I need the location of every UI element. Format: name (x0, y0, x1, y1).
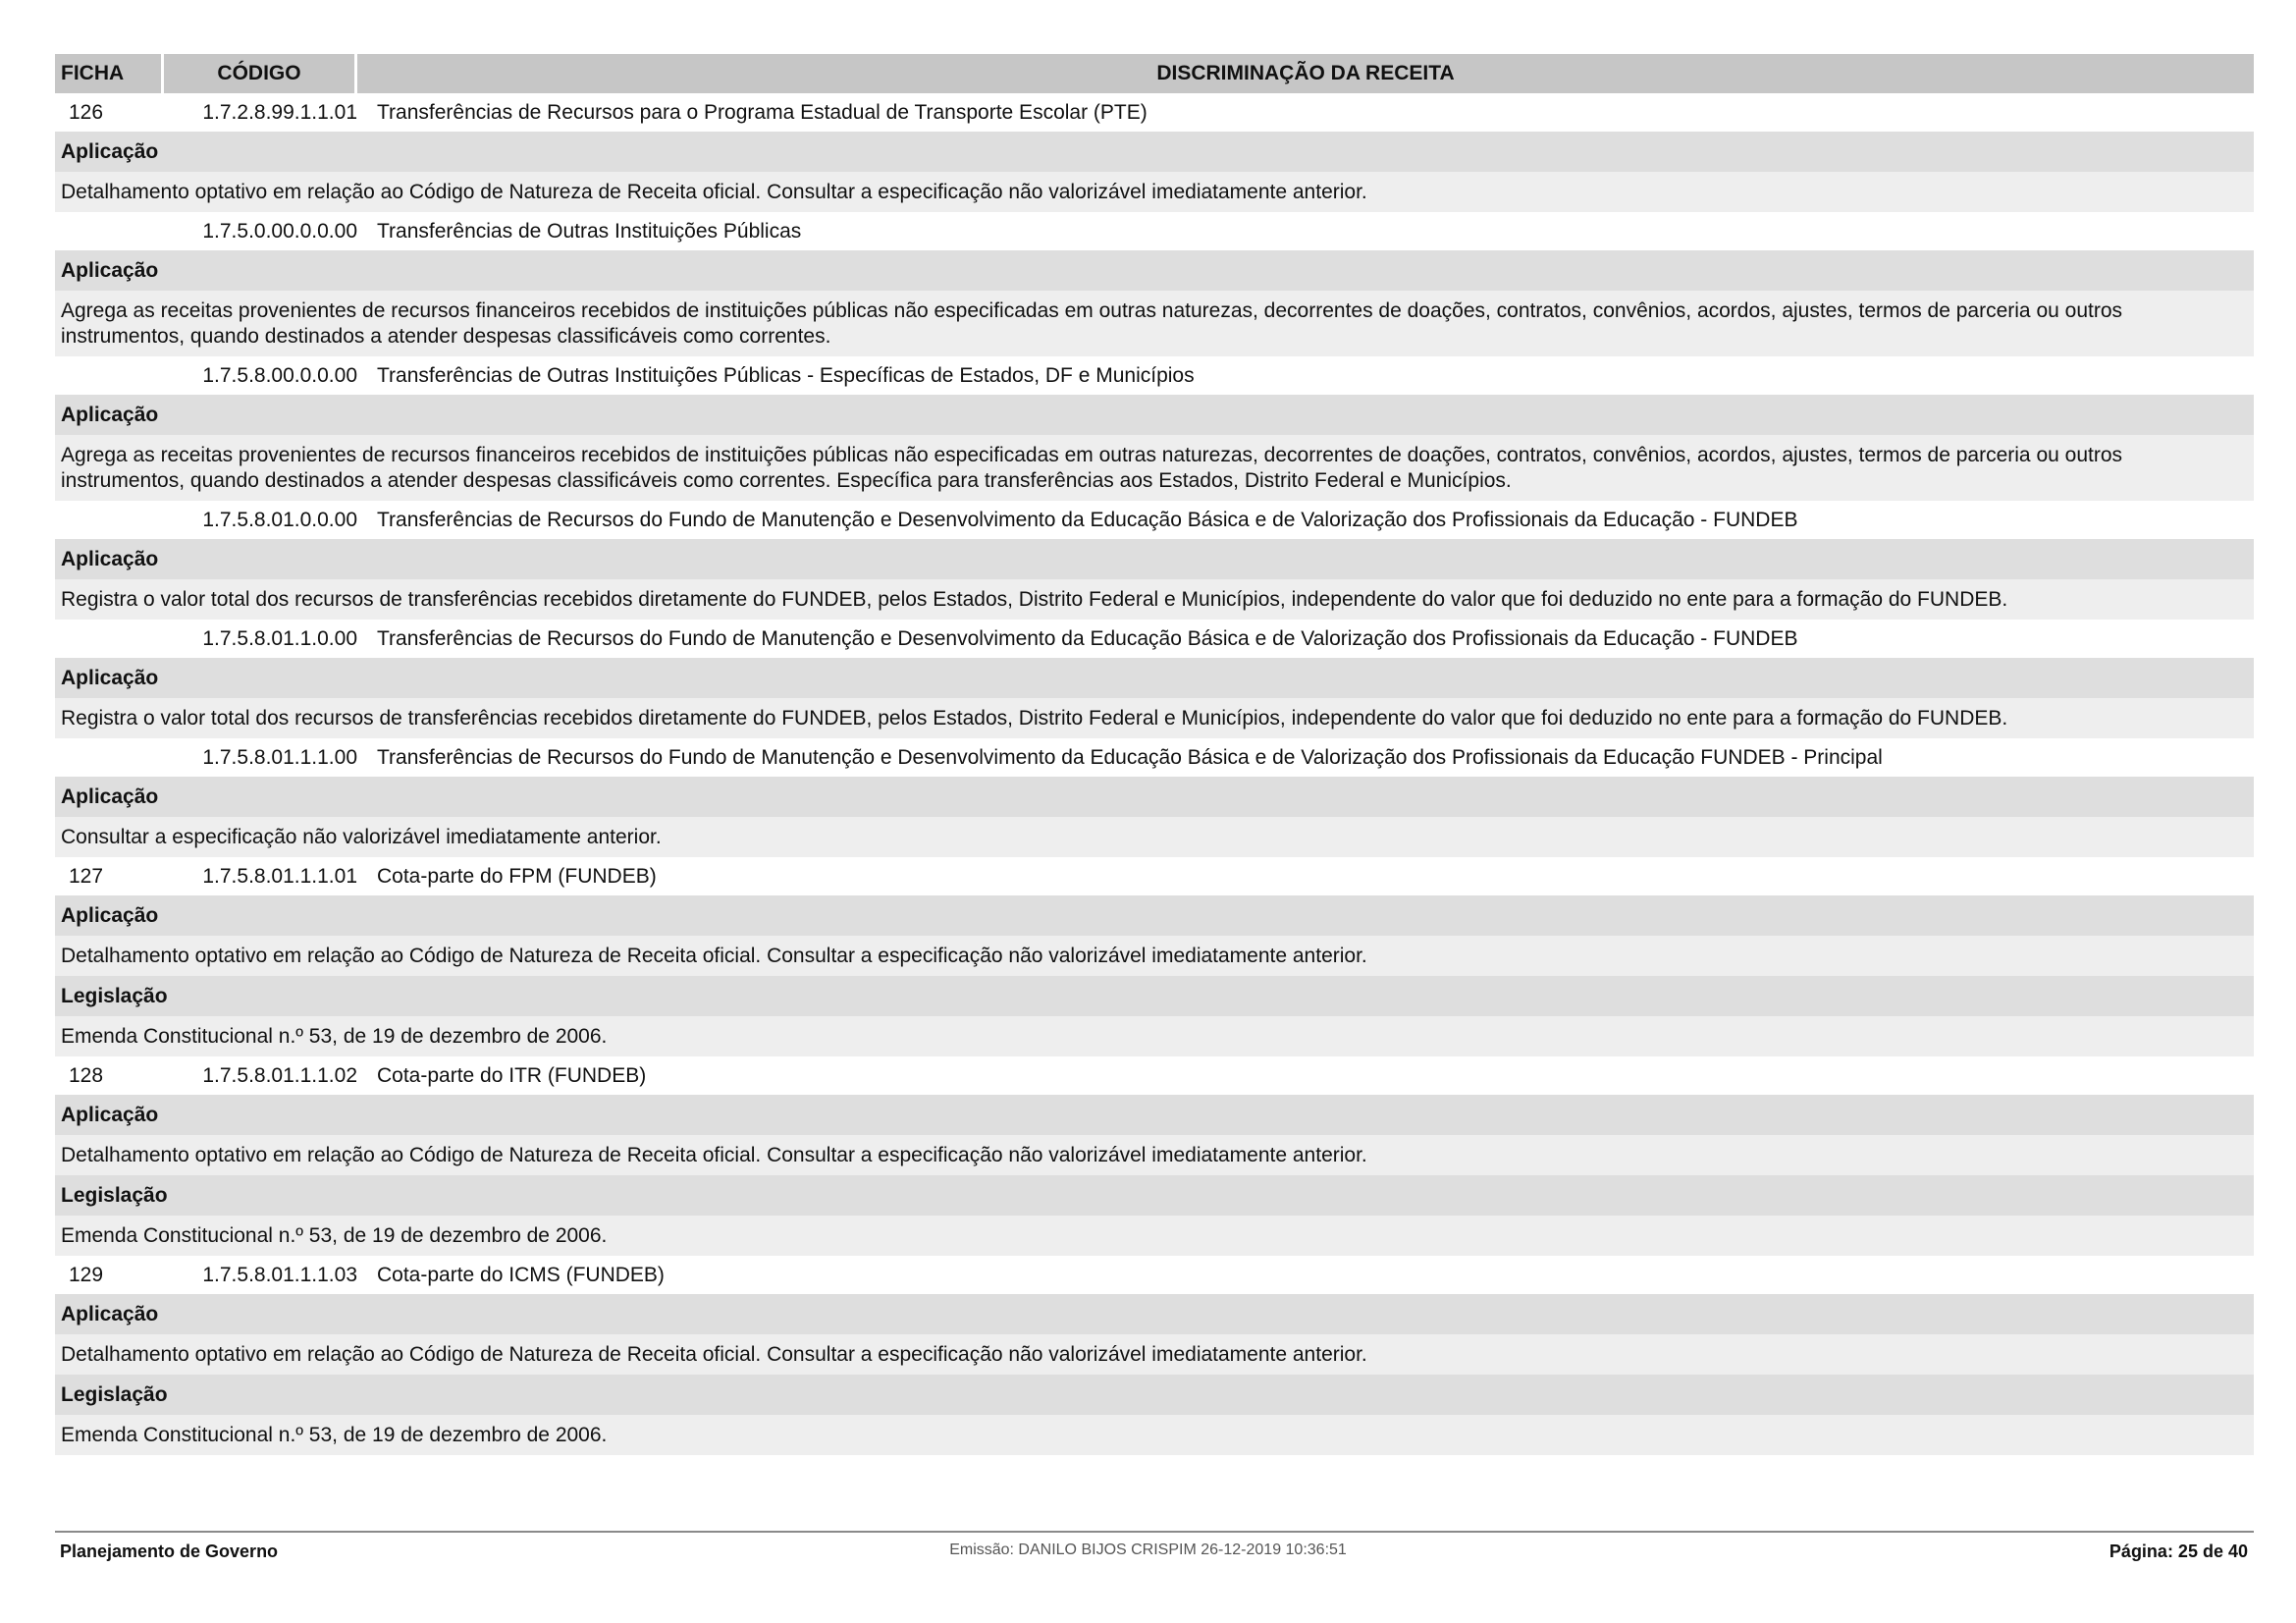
codigo-cell: 1.7.5.0.00.0.0.00 (202, 220, 357, 243)
section-label: Aplicação (55, 1294, 2254, 1334)
header-codigo: CÓDIGO (161, 54, 357, 93)
description-cell: Transferências de Recursos para o Programa Estadual de Transporte Escolar (PTE) (377, 101, 1148, 124)
section-label: Aplicação (55, 250, 2254, 291)
ficha-cell (55, 738, 161, 777)
section-text: Agrega as receitas provenientes de recursos financeiros recebidos de instituições públicas não especificadas em outras naturezas, decorrentes de doações, contratos, convênios, acordos, ajustes, termos de parceria ou outros instrumentos, quando destinados a atender despesas classificáveis como correntes. Específica para transferências aos Estados, Distrito Federal e Municípios. (55, 435, 2254, 501)
description-cell: Cota-parte do ITR (FUNDEB) (377, 1064, 647, 1087)
ficha-cell (55, 212, 161, 250)
description-cell: Cota-parte do FPM (FUNDEB) (377, 865, 657, 888)
section-label: Legislação (55, 976, 2254, 1016)
ficha-cell: 129 (69, 1264, 104, 1286)
codigo-cell: 1.7.5.8.01.1.1.03 (202, 1264, 357, 1286)
ficha-cell: 126 (69, 101, 104, 124)
description-cell: Transferências de Recursos do Fundo de Manutenção e Desenvolvimento da Educação Básica e de Valorização dos Profissionais da Educação FUNDEB - Principal (377, 746, 1883, 769)
section-label: Legislação (55, 1375, 2254, 1415)
section-text: Registra o valor total dos recursos de transferências recebidos diretamente do FUNDEB, pelos Estados, Distrito Federal e Municípios, independente do valor que foi deduzido no ente para a formação do FUNDEB. (55, 579, 2254, 620)
table-row (55, 501, 2254, 539)
table-row (55, 620, 2254, 658)
section-text: Registra o valor total dos recursos de transferências recebidos diretamente do FUNDEB, pelos Estados, Distrito Federal e Municípios, independente do valor que foi deduzido no ente para a formação do FUNDEB. (55, 698, 2254, 738)
section-text: Detalhamento optativo em relação ao Código de Natureza de Receita oficial. Consultar a especificação não valorizável imediatamente anterior. (55, 1334, 2254, 1375)
ficha-cell (55, 620, 161, 658)
ficha-cell: 128 (69, 1064, 104, 1087)
revenue-table (55, 54, 2254, 1455)
table-row (55, 212, 2254, 250)
codigo-cell: 1.7.2.8.99.1.1.01 (202, 101, 357, 124)
codigo-cell: 1.7.5.8.01.1.1.00 (202, 746, 357, 769)
footer-department: Planejamento de Governo (60, 1542, 279, 1561)
section-label: Aplicação (55, 539, 2254, 579)
section-label: Aplicação (55, 1095, 2254, 1135)
section-text: Emenda Constitucional n.º 53, de 19 de dezembro de 2006. (55, 1016, 2254, 1056)
section-text: Detalhamento optativo em relação ao Código de Natureza de Receita oficial. Consultar a especificação não valorizável imediatamente anterior. (55, 172, 2254, 212)
table-row (55, 1256, 2254, 1294)
table-row (55, 356, 2254, 395)
description-cell: Transferências de Recursos do Fundo de Manutenção e Desenvolvimento da Educação Básica e de Valorização dos Profissionais da Educação - FUNDEB (377, 509, 1798, 531)
footer-divider (55, 1531, 2254, 1533)
codigo-cell: 1.7.5.8.00.0.0.00 (202, 364, 357, 387)
codigo-cell: 1.7.5.8.01.1.1.02 (202, 1064, 357, 1087)
table-header (55, 54, 2254, 93)
ficha-cell: 127 (69, 865, 104, 888)
section-text: Detalhamento optativo em relação ao Código de Natureza de Receita oficial. Consultar a especificação não valorizável imediatamente anterior. (55, 936, 2254, 976)
footer-page-number: Página: 25 de 40 (2109, 1542, 2248, 1561)
codigo-cell: 1.7.5.8.01.1.0.00 (202, 627, 357, 650)
codigo-cell: 1.7.5.8.01.1.1.01 (202, 865, 357, 888)
description-cell: Transferências de Outras Instituições Públicas - Específicas de Estados, DF e Municípios (377, 364, 1195, 387)
table-row (55, 93, 2254, 132)
table-row (55, 857, 2254, 895)
codigo-cell: 1.7.5.8.01.0.0.00 (202, 509, 357, 531)
description-cell: Transferências de Recursos do Fundo de Manutenção e Desenvolvimento da Educação Básica e de Valorização dos Profissionais da Educação - FUNDEB (377, 627, 1798, 650)
section-text: Consultar a especificação não valorizável imediatamente anterior. (55, 817, 2254, 857)
table-row (55, 1056, 2254, 1095)
section-label: Aplicação (55, 777, 2254, 817)
table-row (55, 738, 2254, 777)
section-label: Legislação (55, 1175, 2254, 1216)
section-text: Detalhamento optativo em relação ao Código de Natureza de Receita oficial. Consultar a especificação não valorizável imediatamente anterior. (55, 1135, 2254, 1175)
header-ficha: FICHA (61, 62, 125, 84)
ficha-cell (55, 356, 161, 395)
ficha-cell (55, 501, 161, 539)
section-label: Aplicação (55, 895, 2254, 936)
footer-emission: Emissão: DANILO BIJOS CRISPIM 26-12-2019 10:36:51 (949, 1542, 1347, 1558)
description-cell: Transferências de Outras Instituições Públicas (377, 220, 802, 243)
section-label: Aplicação (55, 658, 2254, 698)
section-label: Aplicação (55, 132, 2254, 172)
description-cell: Cota-parte do ICMS (FUNDEB) (377, 1264, 665, 1286)
section-text: Emenda Constitucional n.º 53, de 19 de dezembro de 2006. (55, 1216, 2254, 1256)
header-discriminacao: DISCRIMINAÇÃO DA RECEITA (1156, 62, 1455, 84)
table-body (55, 93, 2254, 1455)
section-text: Emenda Constitucional n.º 53, de 19 de dezembro de 2006. (55, 1415, 2254, 1455)
section-text: Agrega as receitas provenientes de recursos financeiros recebidos de instituições públicas não especificadas em outras naturezas, decorrentes de doações, contratos, convênios, acordos, ajustes, termos de parceria ou outros instrumentos, quando destinados a atender despesas classificáveis como correntes. (55, 291, 2254, 356)
section-label: Aplicação (55, 395, 2254, 435)
